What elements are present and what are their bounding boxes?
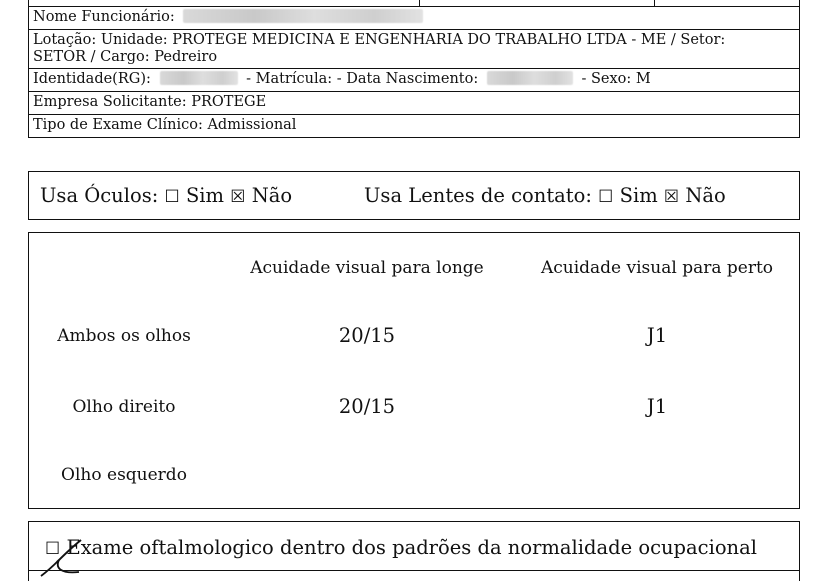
oculos-nao-label: Não (251, 184, 293, 207)
conclusion-checkbox-icon: ☐ (45, 539, 61, 559)
lotacao-row (29, 30, 799, 69)
lentes-question (364, 184, 726, 207)
handwritten-check-mark-icon (39, 530, 109, 580)
visual-acuity-table (28, 232, 800, 509)
tipo-exame-text: Tipo de Exame Clínico: Admissional (33, 117, 297, 133)
oculos-sim-checkbox-icon: ☐ (164, 187, 180, 207)
conclusion-box (28, 521, 800, 581)
redacted-name (183, 9, 423, 23)
row-label-direito: Olho direito (72, 397, 176, 417)
identidade-label: Identidade(RG): (33, 71, 151, 87)
lentes-sim-label: Sim (619, 184, 658, 207)
header-longe: Acuidade visual para longe (250, 258, 484, 278)
conclusion-text: Exame oftalmologico dentro dos padrões da normalidade ocupacional (66, 536, 757, 559)
empresa-text: Empresa Solicitante: PROTEGE (33, 94, 267, 110)
lentes-nao-label: Não (685, 184, 726, 207)
empresa-row (29, 92, 799, 115)
glasses-box (28, 171, 800, 220)
lotacao-line-1: Lotação: Unidade: PROTEGE MEDICINA E ENGENHARIA DO TRABALHO LTDA - ME / Setor: (33, 32, 726, 48)
bottom-rule (29, 570, 799, 571)
direito-perto-value: J1 (646, 395, 668, 418)
oculos-sim-label: Sim (185, 184, 225, 207)
employee-info-table (28, 0, 800, 138)
sexo-value: - Sexo: M (581, 71, 651, 87)
previous-row-fragment (29, 0, 799, 7)
direito-longe-value: 20/15 (338, 395, 396, 418)
cell-divider (654, 0, 655, 6)
ambos-perto-value: J1 (646, 324, 668, 347)
lentes-label: Usa Lentes de contato: (364, 184, 592, 207)
ambos-longe-value: 20/15 (338, 324, 396, 347)
redacted-rg (160, 71, 238, 85)
cell-divider (419, 0, 420, 6)
header-perto: Acuidade visual para perto (540, 258, 774, 278)
lentes-nao-checkbox-icon: ☒ (663, 187, 680, 207)
row-label-esquerdo: Olho esquerdo (61, 465, 187, 485)
oculos-question (40, 184, 292, 207)
lotacao-line-2: SETOR / Cargo: Pedreiro (33, 48, 218, 65)
conclusion-statement (45, 536, 757, 559)
employee-name-label: Nome Funcionário: (33, 9, 175, 25)
oculos-label: Usa Óculos: (40, 184, 159, 207)
matricula-label: - Matrícula: - Data Nascimento: (246, 71, 479, 87)
row-label-ambos: Ambos os olhos (57, 326, 191, 346)
tipo-exame-row (29, 115, 799, 137)
oculos-nao-checkbox-icon: ☒ (230, 187, 246, 207)
lentes-sim-checkbox-icon: ☐ (598, 187, 614, 207)
identity-row (29, 69, 799, 92)
redacted-birthdate (487, 71, 573, 85)
employee-name-row (29, 7, 799, 30)
